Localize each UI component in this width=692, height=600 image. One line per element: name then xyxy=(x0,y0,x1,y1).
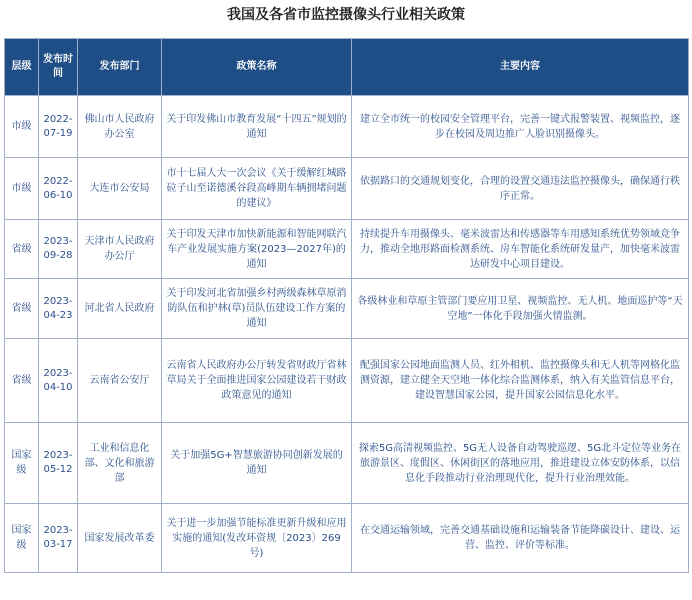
table-row xyxy=(5,423,689,504)
cell-policy: 市十七届人大一次会议《关于缓解红城路砬子山至诺德溪谷段高峰期车辆拥堵问题的建议》 xyxy=(162,158,352,220)
cell-content: 配强国家公园地面监测人员、红外相机、监控摄像头和无人机等网格化监测资源，建立健全天空地一体化综合监测体系，纳入有关监管信息平台，建设智慧国家公园，提升国家公园信息化水平。 xyxy=(352,339,689,423)
cell-level: 省级 xyxy=(5,220,39,279)
table-row xyxy=(5,279,689,339)
table-row xyxy=(5,220,689,279)
table-row xyxy=(5,96,689,158)
cell-dept: 云南省公安厅 xyxy=(78,339,162,423)
cell-level: 省级 xyxy=(5,339,39,423)
cell-dept: 佛山市人民政府办公室 xyxy=(78,96,162,158)
header-row xyxy=(5,39,689,96)
cell-policy: 关于加强5G+智慧旅游协同创新发展的通知 xyxy=(162,423,352,504)
cell-level: 国家级 xyxy=(5,504,39,573)
cell-content: 持续提升车用摄像头、毫米波雷达和传感器等车用感知系统优势领域竞争力，推动全地形路面检测系统、房车智能化系统研发量产，加快毫米波雷达研发中心项目建设。 xyxy=(352,220,689,279)
cell-policy: 云南省人民政府办公厅转发省财政厅省林草局关于全面推进国家公园建设若干财政政策意见的通知 xyxy=(162,339,352,423)
cell-content: 建立全市统一的校园安全管理平台，完善一键式报警装置、视频监控，逐步在校园及周边推广人脸识别摄像头。 xyxy=(352,96,689,158)
cell-date: 2022-07-19 xyxy=(39,96,78,158)
cell-date: 2022-06-10 xyxy=(39,158,78,220)
cell-dept: 大连市公安局 xyxy=(78,158,162,220)
cell-content: 探索5G高清视频监控、5G无人设备自动驾驶巡逻、5G北斗定位等业务在旅游景区、度假区、休闲街区的落地应用，推进建设立体安防体系，以信息化手段推动行业治理现代化，提升行业治理效能。 xyxy=(352,423,689,504)
page-title: 我国及各省市监控摄像头行业相关政策 xyxy=(227,7,465,23)
cell-level: 市级 xyxy=(5,158,39,220)
cell-dept: 天津市人民政府办公厅 xyxy=(78,220,162,279)
cell-date: 2023-05-12 xyxy=(39,423,78,504)
cell-content: 依据路口的交通规划变化，合理的设置交通违法监控摄像头，确保通行秩序正常。 xyxy=(352,158,689,220)
cell-level: 省级 xyxy=(5,279,39,339)
cell-policy: 关于印发河北省加强乡村两级森林草原消防队伍和护林(草)员队伍建设工作方案的通知 xyxy=(162,279,352,339)
cell-date: 2023-03-17 xyxy=(39,504,78,573)
cell-dept: 工业和信息化部、文化和旅游部 xyxy=(78,423,162,504)
cell-level: 市级 xyxy=(5,96,39,158)
header-dept: 发布部门 xyxy=(78,39,162,96)
policy-table xyxy=(4,38,689,573)
cell-content: 各级林业和草原主管部门要应用卫星、视频监控、无人机、地面巡护等“天空地”一体化手段加强火情监测。 xyxy=(352,279,689,339)
header-policy: 政策名称 xyxy=(162,39,352,96)
header-date: 发布时间 xyxy=(39,39,78,96)
cell-level: 国家级 xyxy=(5,423,39,504)
header-content: 主要内容 xyxy=(352,39,689,96)
cell-policy: 关于进一步加强节能标准更新升级和应用实施的通知(发改环资规〔2023〕269号) xyxy=(162,504,352,573)
cell-date: 2023-04-10 xyxy=(39,339,78,423)
table-row xyxy=(5,158,689,220)
cell-dept: 河北省人民政府 xyxy=(78,279,162,339)
header-level: 层级 xyxy=(5,39,39,96)
cell-policy: 关于印发天津市加快新能源和智能网联汽车产业发展实施方案(2023—2027年)的通知 xyxy=(162,220,352,279)
cell-date: 2023-04-23 xyxy=(39,279,78,339)
table-row xyxy=(5,339,689,423)
table-row xyxy=(5,504,689,573)
cell-date: 2023-09-28 xyxy=(39,220,78,279)
cell-content: 在交通运输领域，完善交通基础设施和运输装备节能降碳设计、建设、运营、监控、评价等标准。 xyxy=(352,504,689,573)
cell-dept: 国家发展改革委 xyxy=(78,504,162,573)
cell-policy: 关于印发佛山市教育发展“十四五”规划的通知 xyxy=(162,96,352,158)
